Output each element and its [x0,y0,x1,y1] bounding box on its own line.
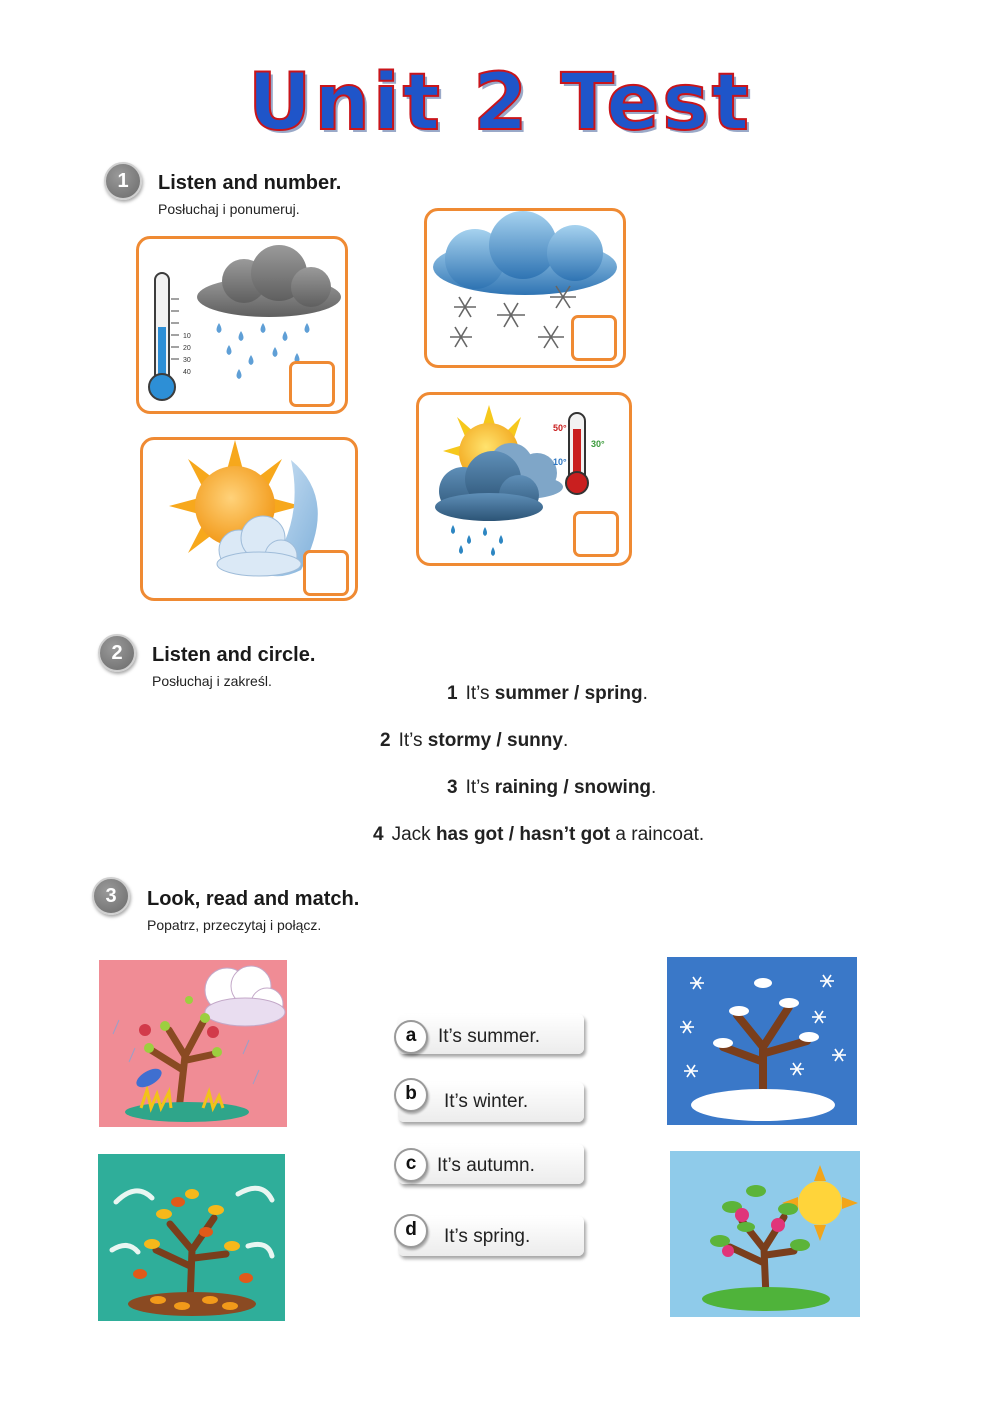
section-1-heading: Listen and number. [158,172,342,194]
option-separator: / [558,777,574,798]
section-2-subheading: Posłuchaj i zakreśl. [152,673,272,689]
circle-item-2 [380,730,568,752]
option-summer[interactable]: summer [494,683,569,704]
match-text-b: It’s winter. [444,1091,529,1112]
answer-box-rainy[interactable] [289,361,335,407]
section-1-subheading: Posłuchaj i ponumeruj. [158,201,300,217]
section-3-number-badge: 3 [92,877,130,915]
answer-box-snowy[interactable] [571,315,617,361]
weather-card-sunny-windy [140,437,358,601]
spring-tree-image[interactable] [99,960,287,1127]
option-separator: / [503,824,520,845]
item-suffix: . [651,777,657,798]
section-2-number-badge: 2 [98,634,136,672]
summer-tree-image[interactable] [670,1151,860,1317]
thermo-hot-label-30: 30° [591,439,605,449]
section-2-heading: Listen and circle. [152,644,316,666]
match-text-a: It’s summer. [438,1026,541,1047]
item-number: 2 [380,730,391,751]
match-text-d: It’s spring. [444,1226,531,1247]
page-title: Unit 2 Test [248,58,752,148]
item-suffix: . [642,683,648,704]
answer-box-stormy-hot[interactable] [573,511,619,557]
weather-card-snowy [424,208,626,368]
thermo-hot-label-50: 50° [553,423,567,433]
thermo-cold-label-20: 20 [183,345,191,352]
option-has-got[interactable]: has got [435,824,504,845]
weather-card-stormy-hot [416,392,632,566]
item-prefix: It’s [465,777,495,798]
item-number: 1 [447,683,458,704]
winter-tree-image[interactable] [667,957,857,1125]
answer-box-sunny-windy[interactable] [303,550,349,596]
circle-item-3 [447,777,656,799]
item-prefix: It’s [398,730,428,751]
winter-tree-icon [667,957,857,1125]
match-letter-c: c [394,1148,428,1182]
option-spring[interactable]: spring [584,683,643,704]
spring-tree-icon [99,960,287,1127]
circle-item-1 [447,683,648,705]
section-3-heading: Look, read and match. [147,888,360,910]
section-3-subheading: Popatrz, przeczytaj i połącz. [147,917,322,933]
option-separator: / [491,730,507,751]
item-prefix: Jack [391,824,436,845]
option-stormy[interactable]: stormy [427,730,492,751]
option-snowing[interactable]: snowing [573,777,652,798]
match-text-c: It’s autumn. [437,1155,535,1176]
autumn-tree-image[interactable] [98,1154,285,1321]
item-number: 4 [373,824,384,845]
item-prefix: It’s [465,683,495,704]
thermo-hot-label-10: 10° [553,457,567,467]
option-separator: / [568,683,585,704]
summer-tree-icon [670,1151,860,1317]
option-raining[interactable]: raining [494,777,559,798]
weather-card-rainy-cold [136,236,348,414]
thermo-cold-label-30: 30 [183,357,191,364]
circle-item-4 [373,824,704,846]
thermo-cold-label-40: 40 [183,369,191,376]
item-suffix: a raincoat. [610,824,705,845]
match-letter-b: b [394,1078,428,1112]
thermo-cold-label-10: 10 [183,333,191,340]
autumn-tree-icon [98,1154,285,1321]
match-letter-a: a [394,1020,428,1054]
option-hasnt-got[interactable]: hasn’t got [519,824,611,845]
section-1-number-badge: 1 [104,162,142,200]
option-sunny[interactable]: sunny [507,730,563,751]
item-number: 3 [447,777,458,798]
item-suffix: . [562,730,569,751]
match-letter-d: d [394,1214,428,1248]
